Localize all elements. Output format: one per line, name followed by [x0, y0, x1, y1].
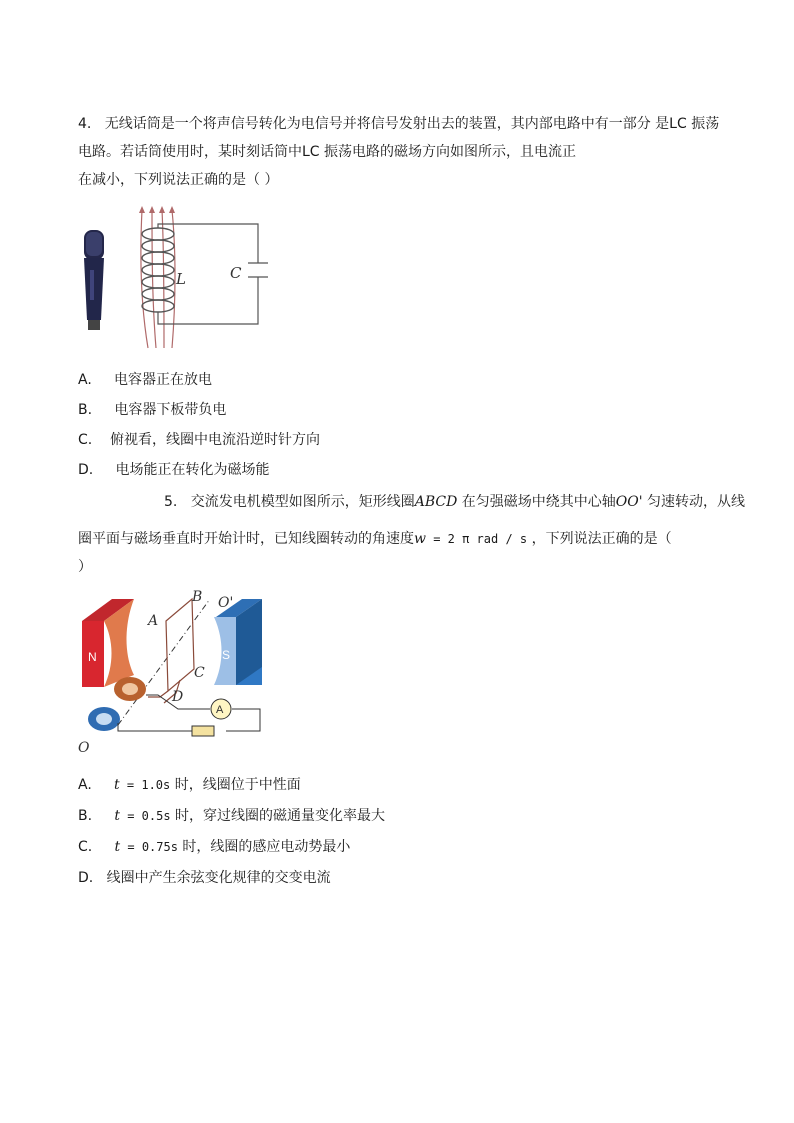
option-letter: B.: [78, 808, 93, 824]
capacitor-label: C: [230, 264, 242, 282]
q5-stem-text-2b: ，下列说法正确的是（: [527, 531, 672, 547]
magnet-s: [214, 599, 262, 685]
option-text: 时，线圈位于中性面: [170, 777, 301, 793]
option-text: 电容器下板带负电: [114, 402, 227, 418]
option-text: 时，穿过线圈的磁通量变化率最大: [170, 808, 385, 824]
q4-option-c[interactable]: [78, 431, 320, 449]
q5-stem-line-1: [164, 493, 745, 511]
q4-option-b[interactable]: [78, 401, 226, 419]
label-o-prime: O': [218, 595, 234, 611]
option-letter: D.: [78, 462, 94, 478]
option-time-symbol: t: [114, 777, 120, 793]
magnet-s-label: S: [222, 648, 231, 662]
option-time-value: = 1.0s: [119, 778, 171, 792]
microphone-image: [84, 230, 104, 330]
option-letter: D.: [78, 870, 94, 886]
q4-option-d[interactable]: [78, 461, 270, 479]
q5-stem-line-2: [78, 530, 672, 548]
q4-stem-text-1: 无线话筒是一个将声信号转化为电信号并将信号发射出去的装置，其内部电路中有一部分 是LC 振荡: [104, 116, 720, 132]
inductor-coil: [142, 228, 174, 312]
option-text: 电容器正在放电: [114, 372, 213, 388]
q5-figure: [78, 585, 273, 757]
q4-stem-line-2: [78, 143, 576, 161]
q5-option-b[interactable]: [78, 807, 385, 825]
inductor-label: L: [176, 270, 186, 288]
option-text: 线圈中产生余弦变化规律的交变电流: [106, 870, 331, 886]
label-o: O: [78, 740, 90, 756]
field-arrowheads: [139, 206, 175, 213]
q5-omega-value: = 2 π rad / s: [425, 532, 528, 546]
ammeter-label: A: [216, 704, 224, 716]
q5-stem-line-3: [78, 558, 92, 576]
q5-number: 5.: [164, 494, 178, 510]
label-d: D: [172, 689, 184, 705]
q5-option-d[interactable]: [78, 869, 331, 887]
q5-option-a[interactable]: [78, 776, 301, 794]
label-a: A: [148, 613, 159, 629]
option-time-value: = 0.75s: [120, 840, 178, 854]
label-c: C: [194, 665, 205, 681]
q4-stem-line-3: [78, 171, 278, 189]
q5-coil-name: ABCD: [414, 494, 458, 510]
q5-axis-name: OO': [615, 494, 643, 510]
q4-stem-line-1: [78, 115, 719, 133]
q4-figure: [78, 200, 278, 350]
q5-option-c[interactable]: [78, 838, 350, 856]
q4-stem-text-2: 电路。若话筒使用时，某时刻话筒中LC 振荡电路的磁场方向如图所示，且电流正: [78, 144, 577, 160]
option-letter: A.: [78, 372, 92, 388]
magnet-n: [82, 599, 134, 687]
label-b: B: [192, 589, 203, 605]
external-circuit: [118, 695, 260, 731]
q5-stem-text-3: ）: [78, 559, 92, 575]
option-text: 俯视看，线圈中电流沿逆时针方向: [110, 432, 321, 448]
q5-stem-text-1a: 交流发电机模型如图所示，矩形线圈: [190, 494, 415, 510]
option-letter: B.: [78, 402, 93, 418]
q5-stem-text-1c: 匀速转动，从线: [642, 494, 746, 510]
option-text: 时，线圈的感应电动势最小: [177, 839, 351, 855]
q4-option-a[interactable]: [78, 371, 212, 389]
q4-number: 4.: [78, 116, 92, 132]
option-letter: C.: [78, 432, 93, 448]
q5-stem-text-2a: 圈平面与磁场垂直时开始计时，已知线圈转动的角速度: [78, 531, 414, 547]
q4-stem-text-3: 在减小，下列说法正确的是（ ）: [78, 172, 279, 188]
option-time-value: = 0.5s: [119, 809, 171, 823]
option-time-symbol: t: [114, 808, 120, 824]
option-text: 电场能正在转化为磁场能: [115, 462, 270, 478]
q5-stem-text-1b: 在匀强磁场中绕其中心轴: [457, 494, 616, 510]
q5-omega-symbol: w: [414, 531, 426, 547]
option-letter: C.: [78, 839, 93, 855]
magnet-n-label: N: [88, 650, 97, 664]
rotation-axis: [118, 599, 210, 725]
option-letter: A.: [78, 777, 92, 793]
resistor: [192, 726, 214, 736]
option-time-symbol: t: [114, 839, 121, 855]
